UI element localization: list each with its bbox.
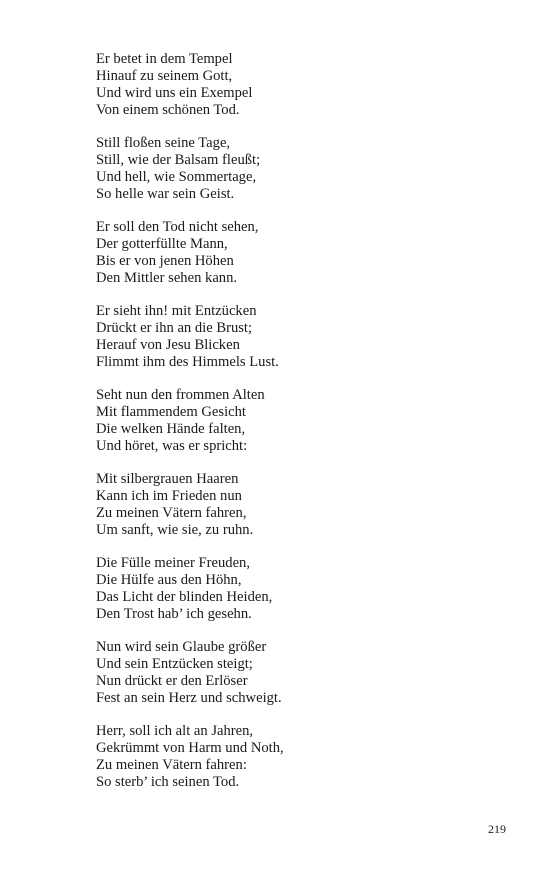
stanza-3: [96, 219, 496, 287]
poem-line: Die Fülle meiner Freuden,: [96, 555, 251, 572]
poem-line: Fest an sein Herz und schweigt.: [96, 689, 282, 706]
stanza-1: [96, 51, 496, 119]
stanza-4: [96, 303, 496, 371]
stanza-5: [96, 387, 496, 455]
poem-line: Er soll den Tod nicht sehen,: [96, 219, 259, 236]
poem-line: Zu meinen Vätern fahren,: [96, 504, 247, 521]
poem-line: Das Licht der blinden Heiden,: [96, 588, 273, 605]
poem-line: Von einem schönen Tod.: [96, 101, 240, 118]
poem-line: Er betet in dem Tempel: [96, 51, 233, 67]
page-number: 219: [488, 822, 506, 836]
poem-line: Er sieht ihn! mit Entzücken: [96, 303, 257, 320]
stanza-8: [96, 639, 496, 707]
poem-line: Der gotterfüllte Mann,: [96, 235, 228, 252]
poem-line: Bis er von jenen Höhen: [96, 252, 234, 269]
poem: [96, 51, 496, 807]
poem-line: Die Hülfe aus den Höhn,: [96, 572, 242, 588]
poem-line: Seht nun den frommen Alten: [96, 387, 265, 404]
poem-line: Gekrümmt von Harm und Noth,: [96, 740, 284, 757]
poem-line: Um sanft, wie sie, zu ruhn.: [96, 521, 254, 538]
poem-line: Mit silbergrauen Haaren: [96, 471, 239, 488]
poem-line: Zu meinen Vätern fahren:: [96, 756, 247, 773]
poem-line: Mit flammendem Gesicht: [96, 403, 246, 420]
poem-line: Kann ich im Frieden nun: [96, 487, 242, 504]
poem-line: Und höret, was er spricht:: [96, 437, 248, 454]
stanza-6: [96, 471, 496, 539]
poem-line: Und hell, wie Sommertage,: [96, 168, 257, 185]
poem-line: So sterb’ ich seinen Tod.: [96, 773, 240, 790]
poem-line: Herauf von Jesu Blicken: [96, 336, 240, 353]
poem-line: Herr, soll ich alt an Jahren,: [96, 723, 254, 740]
stanza-7: [96, 555, 496, 623]
poem-line: Still floßen seine Tage,: [96, 135, 231, 152]
poem-line: Flimmt ihm des Himmels Lust.: [96, 353, 279, 370]
poem-line: Und sein Entzücken steigt;: [96, 656, 253, 673]
stanza-9: [96, 723, 496, 791]
poem-line: Die welken Hände falten,: [96, 420, 246, 437]
stanza-2: [96, 135, 496, 203]
poem-line: Den Mittler sehen kann.: [96, 269, 238, 286]
poem-line: So helle war sein Geist.: [96, 185, 235, 202]
poem-line: Drückt er ihn an die Brust;: [96, 319, 253, 336]
poem-line: Still, wie der Balsam fleußt;: [96, 151, 261, 168]
poem-line: Nun wird sein Glaube größer: [96, 639, 267, 656]
poem-line: Nun drückt er den Erlöser: [96, 672, 248, 689]
poem-line: Den Trost hab’ ich gesehn.: [96, 605, 252, 622]
poem-line: Hinauf zu seinem Gott,: [96, 67, 233, 84]
poem-line: Und wird uns ein Exempel: [96, 84, 253, 101]
